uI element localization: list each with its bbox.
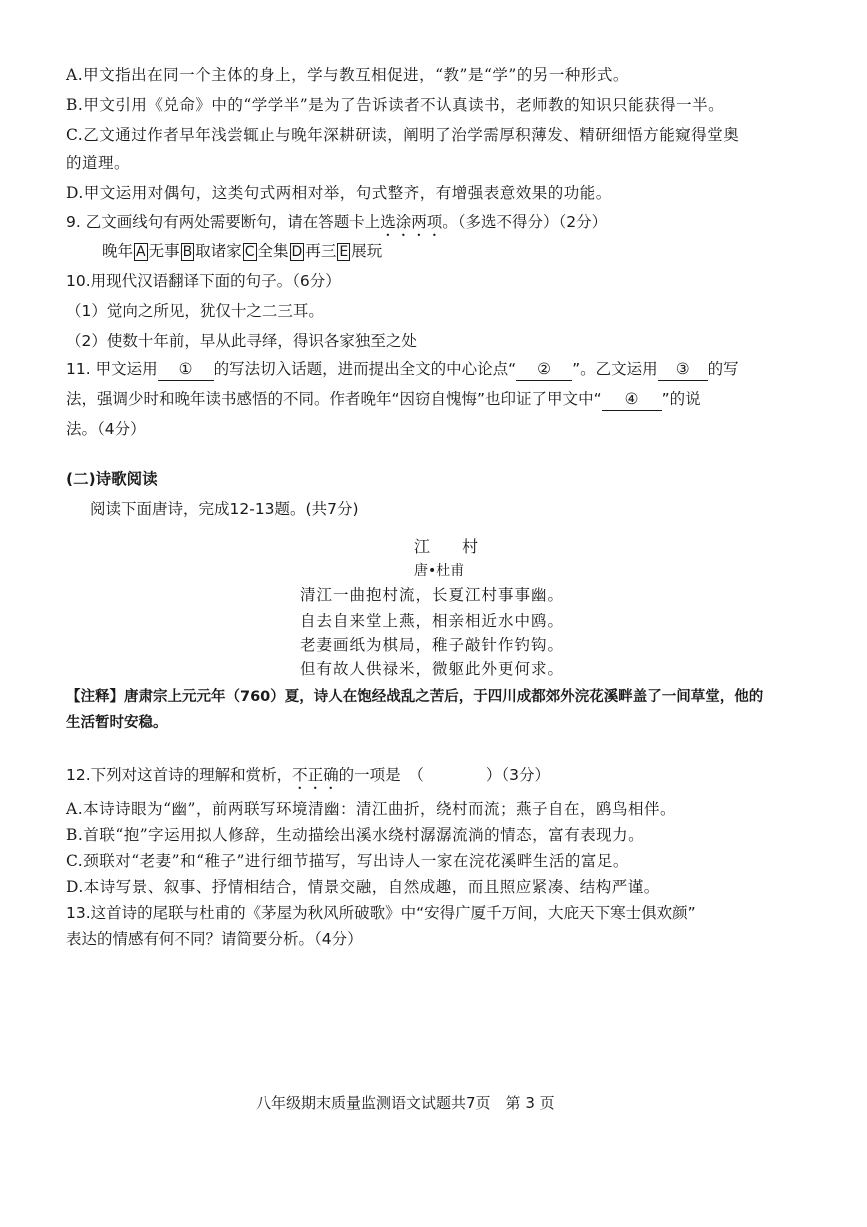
q9-option-box-d[interactable]: D [291, 244, 303, 260]
q11-blank-4: ④ [602, 388, 662, 411]
poem-line-2: 自去自来堂上燕，相亲相近水中鸥。 [300, 612, 565, 630]
q12-emphasis: 不正确 [292, 766, 339, 784]
q12-stem [66, 764, 550, 793]
q11-text: 的写 [707, 360, 739, 378]
q11-text: ”。乙文运用 [572, 360, 658, 378]
q10-sentence-1: （1）觉向之所见，犹仅十之二三耳。 [66, 302, 324, 320]
page-footer: 八年级期末质量监测语文试题共7页 第 3 页 [256, 1094, 555, 1112]
poem-line-1: 清江一曲抱村流，长夏江村事事幽。 [300, 586, 565, 604]
section-title: (二)诗歌阅读 [66, 470, 158, 488]
q9-option-box-a[interactable]: A [136, 244, 146, 260]
q13-line-2: 表达的情感有何不同？请简要分析。（4分） [66, 930, 363, 948]
q11-text: 法，强调少时和晚年读书感悟的不同。作者晚年“因窃自愧悔”也印证了甲文中“ [66, 390, 602, 408]
q8-option-b: B.甲文引用《兑命》中的“学学半”是为了告诉读者不认真读书，老师教的知识只能获得一半。 [66, 96, 725, 114]
poem-note-line-2: 生活暂时安稳。 [66, 715, 168, 731]
q11-line-1 [66, 358, 739, 381]
q11-line-2 [66, 388, 701, 411]
poem-line-4: 但有故人供禄米，微躯此外更何求。 [300, 660, 565, 678]
q12-option-c: C.颈联对“老妻”和“稚子”进行细节描写，写出诗人一家在浣花溪畔生活的富足。 [66, 852, 629, 870]
q12-option-d: D.本诗写景、叙事、抒情相结合，情景交融，自然成趣，而且照应紧凑、结构严谨。 [66, 878, 660, 896]
q9-option-box-b[interactable]: B [182, 244, 193, 260]
q9-option-box-c[interactable]: C [244, 244, 255, 260]
q8-option-d: D.甲文运用对偶句，这类句式两相对举，句式整齐，有增强表意效果的功能。 [66, 184, 612, 202]
q12-stem-text: 12.下列对这首诗的理解和赏析， [66, 766, 293, 784]
q9-seg: 全集 [257, 242, 289, 260]
q11-blank-2: ② [516, 358, 572, 381]
q11-text: ”的说 [661, 390, 701, 408]
q8-option-c-cont: 的道理。 [66, 154, 131, 172]
q9-seg: 展玩 [351, 242, 383, 260]
q11-blank-3: ③ [658, 358, 708, 381]
poem-author: 唐•杜甫 [414, 563, 465, 579]
q11-blank-1: ① [158, 358, 214, 381]
q9-sentence [102, 240, 382, 262]
q9-stem [66, 211, 607, 240]
section-intro: 阅读下面唐诗，完成12-13题。(共7分) [90, 500, 359, 518]
q11-text: 的写法切入话题，进而提出全文的中心论点“ [213, 360, 517, 378]
q8-option-c: C.乙文通过作者早年浅尝辄止与晚年深耕研读，阐明了治学需厚积薄发、精研细悟方能窥得堂奥 [66, 126, 740, 144]
q9-seg: 无事 [148, 242, 180, 260]
q12-option-b: B.首联“抱”字运用拟人修辞，生动描绘出溪水绕村潺潺流淌的情态，富有表现力。 [66, 826, 645, 844]
q9-seg: 取诸家 [195, 242, 242, 260]
poem-note-line-1: 【注释】唐肃宗上元元年（760）夏，诗人在饱经战乱之苦后，于四川成都郊外浣花溪畔盖了一间草堂，他的 [66, 689, 764, 705]
q13-line-1: 13.这首诗的尾联与杜甫的《茅屋为秋风所破歌》中“安得广厦千万间，大庇天下寒士俱欢颜” [66, 904, 696, 922]
q8-option-a: A.甲文指出在同一个主体的身上，学与教互相促进，“教”是“学”的另一种形式。 [66, 66, 629, 84]
q9-stem-text: 9. 乙文画线句有两处需要断句，请在答题卡上 [66, 213, 381, 231]
q9-option-box-e[interactable]: E [339, 244, 349, 260]
poem-title: 江 村 [414, 537, 479, 556]
q9-stem-score: 。（多选不得分）（2分） [442, 213, 608, 231]
q10-stem: 10.用现代汉语翻译下面的句子。（6分） [66, 272, 341, 290]
q11-text: 11. 甲文运用 [66, 360, 158, 378]
q12-option-a: A.本诗诗眼为“幽”，前两联写环境清幽：清江曲折，绕村而流；燕子自在，鸥鸟相伴。 [66, 800, 676, 818]
q12-stem-score: 的一项是 （ ）（3分） [338, 766, 551, 784]
q11-line-3: 法。（4分） [66, 420, 146, 438]
q10-sentence-2: （2）使数十年前，早从此寻绎，得识各家独至之处 [66, 332, 417, 350]
q9-seg: 再三 [305, 242, 337, 260]
q9-emphasis: 选涂两项 [380, 213, 443, 231]
q9-seg: 晚年 [102, 242, 134, 260]
poem-line-3: 老妻画纸为棋局，稚子敲针作钓钩。 [300, 636, 565, 654]
